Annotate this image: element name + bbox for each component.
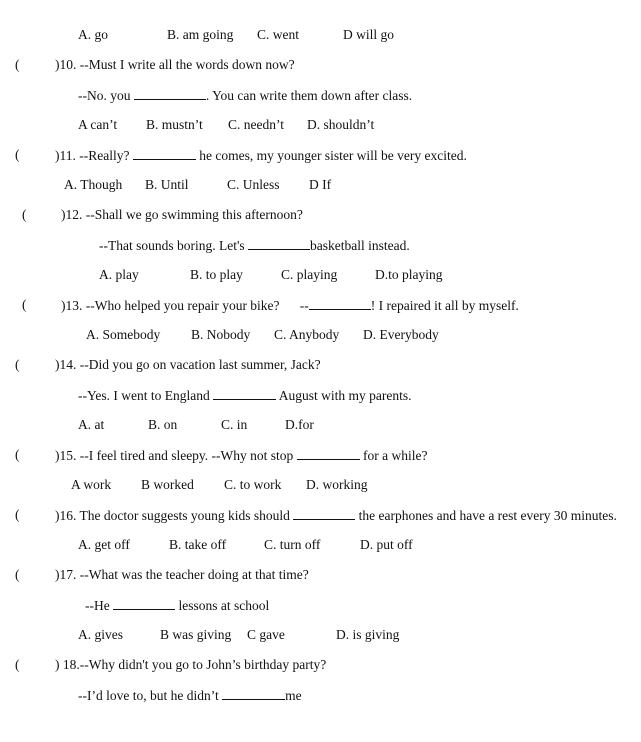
q10-option-c: C. needn’t — [228, 117, 284, 132]
q10-option-d: D. shouldn’t — [307, 117, 375, 132]
q13-answer-paren: ( — [22, 297, 27, 312]
q16-answer-paren: ( — [15, 507, 20, 522]
q17-option-a: A. gives — [78, 627, 123, 642]
q9-option-c: C. went — [257, 27, 299, 42]
q12-stem: )12. --Shall we go swimming this afternoon? — [61, 207, 303, 222]
q12-line2 — [99, 237, 410, 254]
q15-option-d: D. working — [306, 477, 368, 492]
q10-line2 — [78, 87, 412, 104]
q11-stem-a: )11. --Really? — [55, 148, 133, 163]
q12-option-d: D.to playing — [375, 267, 443, 282]
q18-answer-paren: ( — [15, 657, 20, 672]
q11-option-a: A. Though — [64, 177, 123, 192]
q9-option-a: A. go — [78, 27, 108, 42]
q17-option-c: C gave — [247, 627, 285, 642]
q13-stem-a: )13. --Who helped you repair your bike? -- — [61, 298, 309, 313]
q11-stem-b: he comes, my younger sister will be very excited. — [195, 148, 467, 163]
q10-option-a: A can’t — [78, 117, 118, 132]
q13-option-d: D. Everybody — [363, 327, 439, 342]
q14-option-c: C. in — [221, 417, 248, 432]
q11-stem — [55, 147, 467, 164]
q17-line2-a: --He — [85, 598, 114, 613]
q17-answer-paren: ( — [15, 567, 20, 582]
q14-stem: )14. --Did you go on vacation last summer, Jack? — [55, 357, 321, 372]
q14-option-d: D.for — [285, 417, 314, 432]
q9-option-d: D will go — [343, 27, 395, 42]
q10-line2-b: . You can write them down after class. — [205, 88, 413, 103]
q16-stem-a: )16. The doctor suggests young kids should — [55, 508, 294, 523]
q18-line2 — [78, 687, 302, 704]
q15-answer-paren: ( — [15, 447, 20, 462]
q10-option-b: B. mustn’t — [146, 117, 203, 132]
q17-line2 — [85, 597, 269, 614]
q18-stem: ) 18.--Why didn't you go to John’s birthday party? — [55, 657, 327, 672]
q12-blank — [248, 237, 310, 250]
q14-option-a: A. at — [78, 417, 105, 432]
q11-blank — [133, 147, 196, 160]
q15-stem-b: for a while? — [359, 448, 428, 463]
q12-answer-paren: ( — [22, 207, 27, 222]
q14-line2 — [78, 387, 412, 404]
q11-option-c: C. Unless — [227, 177, 280, 192]
q13-stem-b: ! I repaired it all by myself. — [370, 298, 519, 313]
q12-option-a: A. play — [99, 267, 139, 282]
q17-blank — [113, 597, 175, 610]
q11-option-d: D If — [309, 177, 332, 192]
q17-option-d: D. is giving — [336, 627, 400, 642]
q16-stem-b: the earphones and have a rest every 30 minutes. — [355, 508, 617, 523]
q13-option-c: C. Anybody — [274, 327, 340, 342]
q13-stem — [61, 297, 519, 314]
q10-line2-a: --No. you — [78, 88, 134, 103]
q15-stem-a: )15. --I feel tired and sleepy. --Why not stop — [55, 448, 297, 463]
q17-line2-b: lessons at school — [175, 598, 270, 613]
q10-blank — [134, 87, 206, 100]
q16-blank — [293, 507, 355, 520]
q16-option-b: B. take off — [169, 537, 227, 552]
q13-option-a: A. Somebody — [86, 327, 161, 342]
q14-line2-a: --Yes. I went to England — [78, 388, 214, 403]
q13-option-b: B. Nobody — [191, 327, 251, 342]
q15-option-a: A work — [71, 477, 112, 492]
q11-answer-paren: ( — [15, 147, 20, 162]
q18-line2-b: me — [285, 688, 302, 703]
q14-option-b: B. on — [148, 417, 178, 432]
q16-stem — [55, 507, 617, 524]
q14-answer-paren: ( — [15, 357, 20, 372]
q10-stem: )10. --Must I write all the words down now? — [55, 57, 295, 72]
q12-option-c: C. playing — [281, 267, 338, 282]
q15-option-b: B worked — [141, 477, 194, 492]
q15-option-c: C. to work — [224, 477, 282, 492]
q12-option-b: B. to play — [190, 267, 243, 282]
q12-line2-a: --That sounds boring. Let's — [99, 238, 249, 253]
q18-line2-a: --I’d love to, but he didn’t — [78, 688, 223, 703]
q11-option-b: B. Until — [145, 177, 189, 192]
q15-stem — [55, 447, 428, 464]
q14-line2-b: August with my parents. — [276, 388, 412, 403]
q16-option-c: C. turn off — [264, 537, 321, 552]
q14-blank — [213, 387, 276, 400]
q17-stem: )17. --What was the teacher doing at that time? — [55, 567, 309, 582]
q9-option-b: B. am going — [167, 27, 234, 42]
q16-option-a: A. get off — [78, 537, 130, 552]
q18-blank — [222, 687, 285, 700]
q15-blank — [297, 447, 360, 460]
q17-option-b: B was giving — [160, 627, 232, 642]
q13-blank — [309, 297, 371, 310]
q12-line2-b: basketball instead. — [310, 238, 410, 253]
q10-answer-paren: ( — [15, 57, 20, 72]
q16-option-d: D. put off — [360, 537, 413, 552]
